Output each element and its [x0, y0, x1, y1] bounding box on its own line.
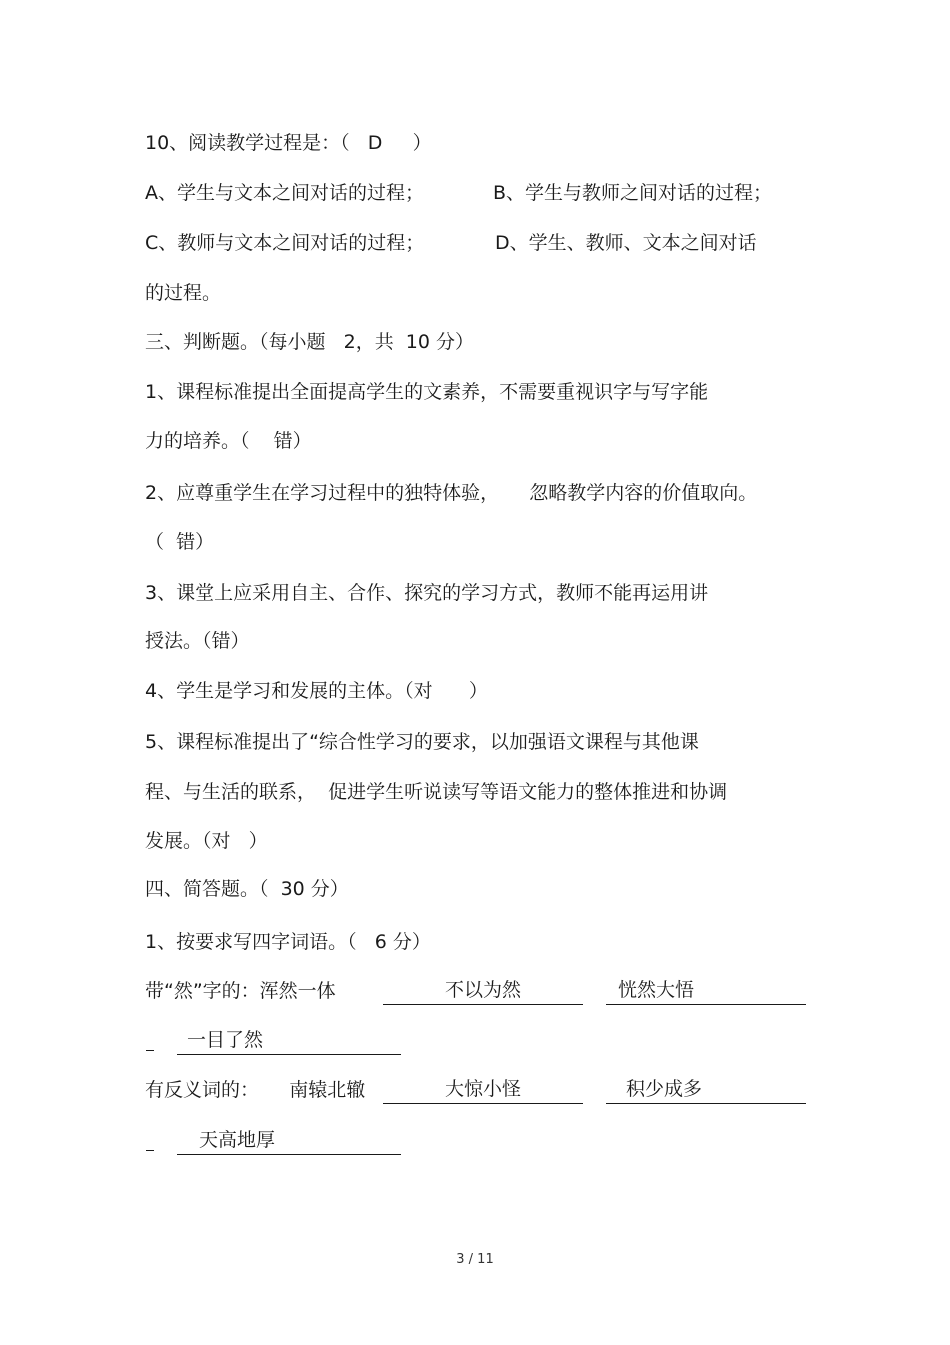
section3-line: 程、与生活的联系， 促进学生听说读写等语文能力的整体推进和协调 [145, 781, 728, 803]
fanyi-answer: 积少成多 [626, 1078, 703, 1100]
section3-heading: 三、判断题。（每小题 2，共 10 分） [145, 331, 475, 353]
ran-answer: 不以为然 [444, 979, 521, 1001]
ran-answer-blank [606, 978, 806, 1005]
section3-line: （ 错） [145, 531, 215, 553]
q10-option-c: C、教师与文本之间对话的过程； [145, 232, 425, 254]
fanyi-answer: 大惊小怪 [444, 1078, 521, 1100]
section3-line: 4、学生是学习和发展的主体。（对 ） [145, 680, 488, 702]
q10-option-d: D、学生、教师、文本之间对话 [495, 232, 757, 254]
fanyi-answer: 天高地厚 [199, 1129, 276, 1151]
fanyi-answer-blank [177, 1128, 401, 1155]
section3-line: 授法。（错） [145, 630, 250, 652]
section3-line: 5、课程标准提出了“综合性学习的要求，以加强语文课程与其他课 [145, 731, 699, 753]
short-blank [146, 1024, 154, 1051]
section4-heading: 四、简答题。（ 30 分） [145, 878, 349, 900]
section3-line: 力的培养。（ 错） [145, 430, 312, 452]
section4-q1: 1、按要求写四字词语。（ 6 分） [145, 931, 431, 953]
ran-answer-blank [177, 1028, 401, 1055]
ran-answer: 恍然大悟 [618, 979, 695, 1001]
short-blank [146, 1124, 154, 1151]
fanyi-answer-blank [606, 1077, 806, 1104]
q10-stem: 10、阅读教学过程是：（ D ） [145, 132, 432, 154]
section3-line: 2、应尊重学生在学习过程中的独特体验， 忽略教学内容的价值取向。 [145, 482, 758, 504]
ran-answer: 一目了然 [187, 1029, 264, 1051]
page-number: 3 / 11 [456, 1252, 494, 1267]
ran-answer-blank [383, 978, 583, 1005]
section3-line: 3、课堂上应采用自主、合作、探究的学习方式，教师不能再运用讲 [145, 582, 709, 604]
section3-line: 1、课程标准提出全面提高学生的文素养，不需要重视识字与写字能 [145, 381, 709, 403]
q10-option-d-continued: 的过程。 [145, 282, 222, 304]
q10-option-a: A、学生与文本之间对话的过程； [145, 182, 424, 204]
fanyi-answer-blank [383, 1077, 583, 1104]
q10-option-b: B、学生与教师之间对话的过程； [493, 182, 773, 204]
ran-label: 带“然”字的：浑然一体 [145, 980, 336, 1002]
fanyi-label: 有反义词的： 南辕北辙 [145, 1079, 366, 1101]
section3-line: 发展。（对 ） [145, 830, 268, 852]
